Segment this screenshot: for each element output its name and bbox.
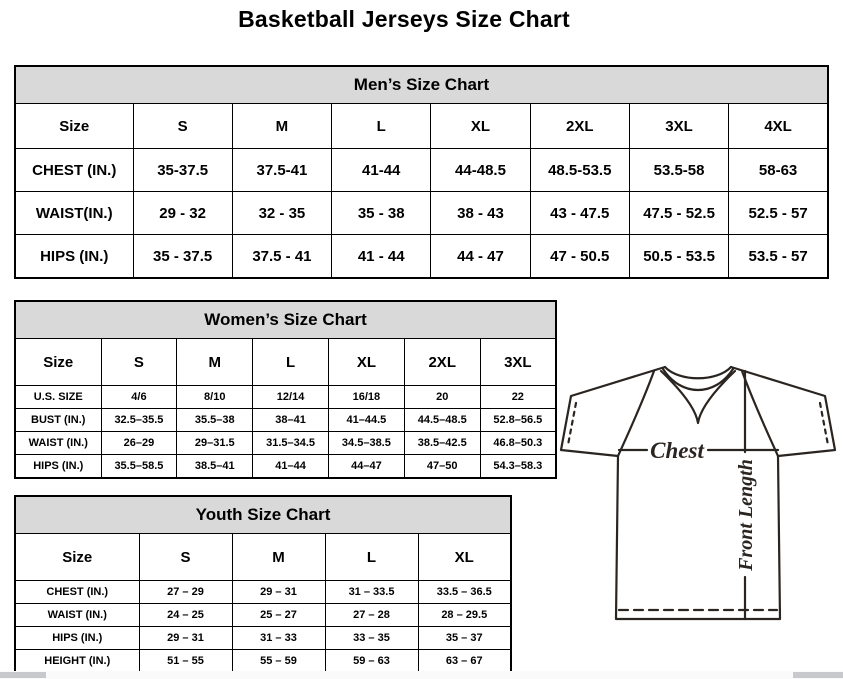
size-cell: 54.3–58.3 bbox=[480, 455, 556, 479]
scrollbar-thumb-right[interactable] bbox=[793, 672, 843, 678]
size-cell: 32 - 35 bbox=[232, 192, 331, 235]
row-label: U.S. SIZE bbox=[15, 386, 101, 409]
size-cell: 29–31.5 bbox=[177, 432, 253, 455]
row-label: CHEST (IN.) bbox=[15, 581, 139, 604]
table-row bbox=[15, 386, 556, 409]
size-cell: 55 – 59 bbox=[232, 650, 325, 674]
horizontal-scrollbar[interactable] bbox=[0, 671, 843, 679]
size-cell: 41–44.5 bbox=[328, 409, 404, 432]
size-cell: 41–44 bbox=[253, 455, 329, 479]
size-cell: 58-63 bbox=[729, 149, 828, 192]
size-cell: 38 - 43 bbox=[431, 192, 530, 235]
table-row bbox=[15, 192, 828, 235]
row-label: HIPS (IN.) bbox=[15, 627, 139, 650]
size-cell: 47.5 - 52.5 bbox=[629, 192, 728, 235]
size-cell: 35 - 37.5 bbox=[133, 235, 232, 279]
row-label: WAIST (IN.) bbox=[15, 604, 139, 627]
size-cell: 31 – 33 bbox=[232, 627, 325, 650]
column-header-3xl: 3XL bbox=[480, 339, 556, 386]
size-cell: 25 – 27 bbox=[232, 604, 325, 627]
row-label: BUST (IN.) bbox=[15, 409, 101, 432]
size-cell: 35.5–58.5 bbox=[101, 455, 177, 479]
table-title-row bbox=[15, 66, 828, 104]
table-row bbox=[15, 455, 556, 479]
column-header-4xl: 4XL bbox=[729, 104, 828, 149]
size-cell: 50.5 - 53.5 bbox=[629, 235, 728, 279]
size-cell: 37.5-41 bbox=[232, 149, 331, 192]
jersey-measurement-diagram bbox=[557, 362, 839, 628]
size-cell: 12/14 bbox=[253, 386, 329, 409]
size-cell: 29 - 32 bbox=[133, 192, 232, 235]
size-cell: 34.5–38.5 bbox=[328, 432, 404, 455]
size-cell: 37.5 - 41 bbox=[232, 235, 331, 279]
size-cell: 44.5–48.5 bbox=[404, 409, 480, 432]
column-header-row bbox=[15, 104, 828, 149]
size-cell: 31.5–34.5 bbox=[253, 432, 329, 455]
row-label: HIPS (IN.) bbox=[15, 235, 133, 279]
size-cell: 26–29 bbox=[101, 432, 177, 455]
table-row bbox=[15, 432, 556, 455]
column-header-xl: XL bbox=[431, 104, 530, 149]
column-header-m: M bbox=[232, 104, 331, 149]
size-cell: 35 – 37 bbox=[418, 627, 511, 650]
row-label: WAIST(IN.) bbox=[15, 192, 133, 235]
column-header-s: S bbox=[101, 339, 177, 386]
women-table-title: Women’s Size Chart bbox=[15, 301, 556, 339]
size-cell: 38–41 bbox=[253, 409, 329, 432]
size-cell: 27 – 28 bbox=[325, 604, 418, 627]
front-length-label: Front Length bbox=[735, 459, 757, 571]
table-row bbox=[15, 650, 511, 674]
jersey-diagram-svg bbox=[557, 362, 839, 628]
column-header-row bbox=[15, 339, 556, 386]
size-cell: 53.5 - 57 bbox=[729, 235, 828, 279]
size-cell: 22 bbox=[480, 386, 556, 409]
size-cell: 16/18 bbox=[328, 386, 404, 409]
column-header-xl: XL bbox=[328, 339, 404, 386]
scrollbar-thumb-left[interactable] bbox=[0, 672, 46, 678]
row-label: HEIGHT (IN.) bbox=[15, 650, 139, 674]
size-cell: 44-48.5 bbox=[431, 149, 530, 192]
size-cell: 35.5–38 bbox=[177, 409, 253, 432]
size-cell: 31 – 33.5 bbox=[325, 581, 418, 604]
page-title: Basketball Jerseys Size Chart bbox=[238, 6, 570, 32]
row-label: WAIST (IN.) bbox=[15, 432, 101, 455]
column-header-xl: XL bbox=[418, 534, 511, 581]
size-cell: 44–47 bbox=[328, 455, 404, 479]
size-cell: 46.8–50.3 bbox=[480, 432, 556, 455]
column-header-m: M bbox=[177, 339, 253, 386]
size-cell: 4/6 bbox=[101, 386, 177, 409]
size-cell: 35 - 38 bbox=[332, 192, 431, 235]
column-header-l: L bbox=[332, 104, 431, 149]
table-title-row bbox=[15, 301, 556, 339]
table-row bbox=[15, 604, 511, 627]
column-header-s: S bbox=[133, 104, 232, 149]
table-row bbox=[15, 149, 828, 192]
size-cell: 28 – 29.5 bbox=[418, 604, 511, 627]
corner-header-size: Size bbox=[15, 339, 101, 386]
size-cell: 38.5–41 bbox=[177, 455, 253, 479]
size-cell: 38.5–42.5 bbox=[404, 432, 480, 455]
youth-size-table bbox=[14, 495, 512, 674]
size-cell: 52.8–56.5 bbox=[480, 409, 556, 432]
size-cell: 59 – 63 bbox=[325, 650, 418, 674]
size-cell: 33.5 – 36.5 bbox=[418, 581, 511, 604]
size-cell: 47 - 50.5 bbox=[530, 235, 629, 279]
size-cell: 41 - 44 bbox=[332, 235, 431, 279]
size-cell: 63 – 67 bbox=[418, 650, 511, 674]
corner-header-size: Size bbox=[15, 104, 133, 149]
size-cell: 8/10 bbox=[177, 386, 253, 409]
size-cell: 47–50 bbox=[404, 455, 480, 479]
table-row bbox=[15, 581, 511, 604]
size-cell: 44 - 47 bbox=[431, 235, 530, 279]
mens-size-table bbox=[14, 65, 829, 279]
size-cell: 52.5 - 57 bbox=[729, 192, 828, 235]
size-cell: 41-44 bbox=[332, 149, 431, 192]
table-row bbox=[15, 235, 828, 279]
size-cell: 32.5–35.5 bbox=[101, 409, 177, 432]
size-cell: 24 – 25 bbox=[139, 604, 232, 627]
column-header-row bbox=[15, 534, 511, 581]
chest-label: Chest bbox=[650, 438, 704, 463]
jersey-outline bbox=[561, 367, 835, 619]
size-cell: 33 – 35 bbox=[325, 627, 418, 650]
table-title-row bbox=[15, 496, 511, 534]
jersey-collar bbox=[661, 367, 735, 423]
womens-size-table bbox=[14, 300, 557, 479]
size-cell: 53.5-58 bbox=[629, 149, 728, 192]
size-cell: 43 - 47.5 bbox=[530, 192, 629, 235]
youth-table-title: Youth Size Chart bbox=[15, 496, 511, 534]
column-header-l: L bbox=[253, 339, 329, 386]
size-cell: 29 – 31 bbox=[232, 581, 325, 604]
size-cell: 20 bbox=[404, 386, 480, 409]
size-cell: 51 – 55 bbox=[139, 650, 232, 674]
size-cell: 48.5-53.5 bbox=[530, 149, 629, 192]
table-row bbox=[15, 409, 556, 432]
corner-header-size: Size bbox=[15, 534, 139, 581]
column-header-s: S bbox=[139, 534, 232, 581]
row-label: CHEST (IN.) bbox=[15, 149, 133, 192]
size-cell: 27 – 29 bbox=[139, 581, 232, 604]
column-header-2xl: 2XL bbox=[530, 104, 629, 149]
size-cell: 29 – 31 bbox=[139, 627, 232, 650]
column-header-l: L bbox=[325, 534, 418, 581]
column-header-m: M bbox=[232, 534, 325, 581]
column-header-2xl: 2XL bbox=[404, 339, 480, 386]
size-cell: 35-37.5 bbox=[133, 149, 232, 192]
row-label: HIPS (IN.) bbox=[15, 455, 101, 479]
column-header-3xl: 3XL bbox=[629, 104, 728, 149]
men-table-title: Men’s Size Chart bbox=[15, 66, 828, 104]
table-row bbox=[15, 627, 511, 650]
